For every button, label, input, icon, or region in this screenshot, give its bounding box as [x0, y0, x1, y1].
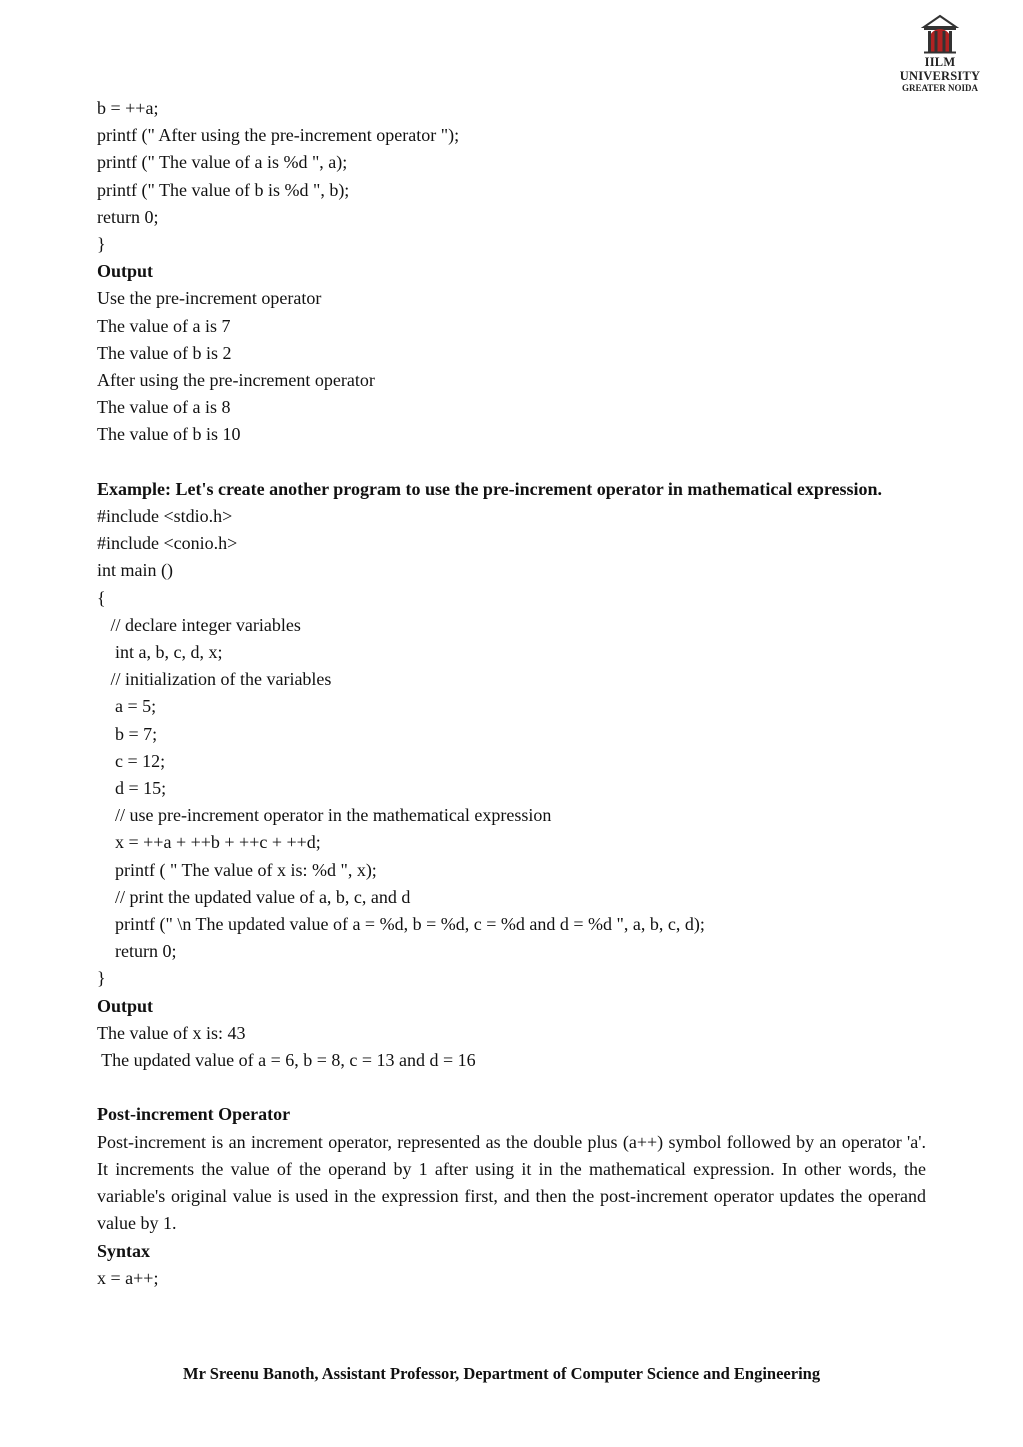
code-line: printf (" The value of a is %d ", a); — [97, 152, 348, 173]
code-line: printf (" The value of b is %d ", b); — [97, 179, 350, 200]
code-line: c = 12; — [97, 750, 166, 771]
code-line: int main () — [97, 560, 173, 581]
logo-subtitle: GREATER NOIDA — [901, 83, 979, 93]
code-block-1 — [97, 95, 926, 258]
output-line: The value of b is 10 — [97, 424, 241, 445]
code-line: return 0; — [97, 941, 177, 962]
output-line: The value of a is 8 — [97, 397, 231, 418]
output-line: The value of b is 2 — [97, 342, 232, 363]
code-line: #include <stdio.h> — [97, 506, 233, 527]
syntax-heading: Syntax — [97, 1240, 151, 1261]
page-content — [97, 95, 926, 1292]
code-line: int a, b, c, d, x; — [97, 642, 223, 663]
code-block-2 — [97, 503, 926, 993]
output-line: The value of a is 7 — [97, 315, 231, 336]
output-heading: Output — [97, 261, 154, 282]
code-line: return 0; — [97, 206, 159, 227]
syntax-code: x = a++; — [97, 1267, 159, 1288]
output-heading: Output — [97, 995, 154, 1016]
page-footer: Mr Sreenu Banoth, Assistant Professor, Department of Computer Science and Engineering — [183, 1364, 821, 1383]
section-heading: Post-increment Operator — [97, 1104, 291, 1125]
code-line: #include <conio.h> — [97, 533, 238, 554]
code-line: // declare integer variables — [97, 614, 301, 635]
university-logo — [884, 14, 996, 93]
output-line: Use the pre-increment operator — [97, 288, 322, 309]
spacer — [97, 449, 926, 476]
code-line: x = ++a + ++b + ++c + ++d; — [97, 832, 321, 853]
spacer — [97, 1074, 926, 1101]
output-block-1 — [97, 285, 926, 448]
code-line: a = 5; — [97, 696, 157, 717]
output-line: After using the pre-increment operator — [97, 370, 375, 391]
code-line: d = 15; — [97, 778, 167, 799]
code-line: } — [97, 234, 106, 255]
code-line: } — [97, 968, 106, 989]
output-line: The updated value of a = 6, b = 8, c = 13 and d = 16 — [97, 1050, 476, 1071]
logo-name: IILM UNIVERSITY — [899, 55, 981, 83]
post-increment-paragraph: Post-increment is an increment operator, represented as the double plus (a++) symbol followed by an operator 'a'. It increments the value of the operand by 1 after using it in the mathematical expression. In other words, the variable's original value is used in the expression first, and then the post-increment operator updates the operand value by 1. — [97, 1131, 926, 1234]
university-building-icon — [920, 14, 960, 54]
example-heading: Example: Let's create another program to use the pre-increment operator in mathematical expression. — [97, 478, 883, 499]
code-line: // print the updated value of a, b, c, and d — [97, 886, 411, 907]
output-block-2 — [97, 1020, 926, 1074]
code-line: printf (" After using the pre-increment operator "); — [97, 125, 460, 146]
code-line: b = ++a; — [97, 98, 159, 118]
code-line: printf (" \n The updated value of a = %d, b = %d, c = %d and d = %d ", a, b, c, d); — [97, 914, 705, 935]
code-line: { — [97, 587, 106, 608]
output-line: The value of x is: 43 — [97, 1022, 246, 1043]
code-line: // initialization of the variables — [97, 669, 332, 690]
code-line: b = 7; — [97, 723, 158, 744]
code-line: printf ( " The value of x is: %d ", x); — [97, 859, 377, 880]
code-line: // use pre-increment operator in the mathematical expression — [97, 805, 552, 826]
